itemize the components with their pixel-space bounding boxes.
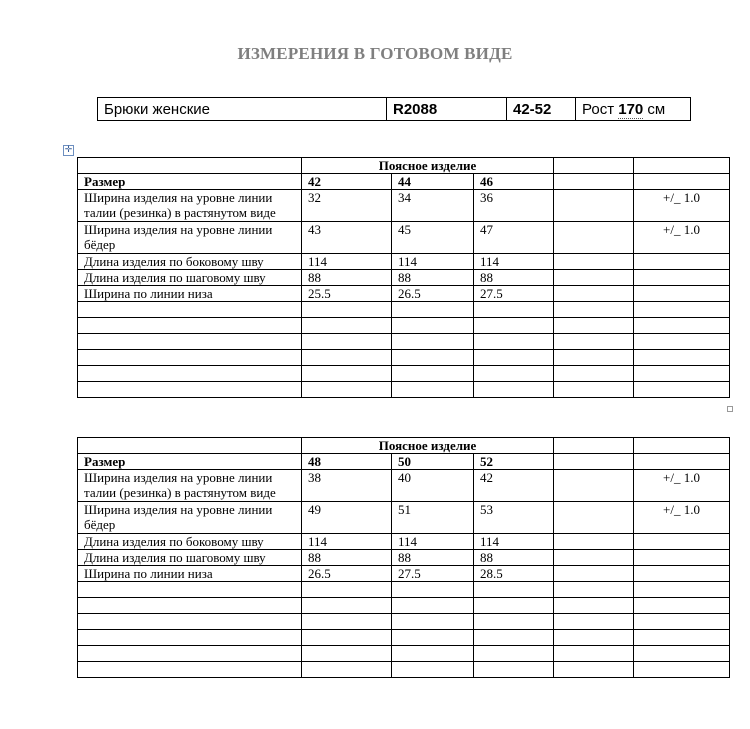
table-cell: 114 (392, 254, 474, 270)
height-unit: см (643, 100, 666, 118)
table-row (78, 270, 730, 286)
tolerance: +/_ 1.0 (634, 190, 730, 222)
tolerance: +/_ 1.0 (634, 470, 730, 502)
table-cell: 49 (302, 502, 392, 534)
table-cell: 40 (392, 470, 474, 502)
tolerance (634, 286, 730, 302)
table-row (78, 534, 730, 550)
height-label: Рост (582, 100, 619, 118)
resize-handle-icon[interactable] (727, 406, 733, 412)
size-range: 42-52 (507, 98, 576, 121)
table-cell: 26.5 (302, 566, 392, 582)
tolerance (634, 550, 730, 566)
table-cell: 25.5 (302, 286, 392, 302)
size-col: 52 (474, 454, 554, 470)
table-row (78, 190, 730, 222)
table-cell: 88 (302, 550, 392, 566)
table-cell: 114 (474, 254, 554, 270)
page-title: ИЗМЕРЕНИЯ В ГОТОВОМ ВИДЕ (237, 44, 513, 63)
empty-row (78, 318, 730, 334)
empty-row (78, 302, 730, 318)
table-cell: 114 (392, 534, 474, 550)
size-col: 42 (302, 174, 392, 190)
empty-row (78, 630, 730, 646)
row-label: Длина изделия по боковому шву (78, 254, 302, 270)
table-cell: 88 (474, 550, 554, 566)
table-row (78, 286, 730, 302)
measurement-table-1 (77, 157, 730, 398)
table-cell: 53 (474, 502, 554, 534)
row-label: Ширина изделия на уровне линии бёдер (78, 222, 302, 254)
empty-row (78, 582, 730, 598)
group-label: Поясное изделие (302, 158, 554, 174)
article-number: R2088 (387, 98, 507, 121)
table-cell: 38 (302, 470, 392, 502)
size-header: Размер (78, 454, 302, 470)
row-label: Длина изделия по шаговому шву (78, 550, 302, 566)
table-cell: 114 (302, 254, 392, 270)
table-cell: 27.5 (474, 286, 554, 302)
empty-row (78, 366, 730, 382)
measurement-table-2 (77, 437, 730, 678)
table-cell: 88 (474, 270, 554, 286)
product-header-table (97, 97, 691, 121)
table-cell: 43 (302, 222, 392, 254)
size-col: 48 (302, 454, 392, 470)
size-header: Размер (78, 174, 302, 190)
empty-row (78, 614, 730, 630)
table-cell: 45 (392, 222, 474, 254)
height-cell (576, 98, 691, 121)
table-row (78, 438, 730, 454)
empty-row (78, 662, 730, 678)
table-cell: 42 (474, 470, 554, 502)
table-row (78, 222, 730, 254)
table-cell: 32 (302, 190, 392, 222)
row-label: Длина изделия по шаговому шву (78, 270, 302, 286)
row-label: Ширина по линии низа (78, 286, 302, 302)
table-row (78, 174, 730, 190)
tolerance: +/_ 1.0 (634, 222, 730, 254)
table-cell: 47 (474, 222, 554, 254)
table-row (78, 550, 730, 566)
empty-row (78, 350, 730, 366)
row-label: Ширина изделия на уровне линии бёдер (78, 502, 302, 534)
table-cell: 34 (392, 190, 474, 222)
tolerance (634, 566, 730, 582)
table-cell: 114 (474, 534, 554, 550)
size-col: 50 (392, 454, 474, 470)
table-row (78, 566, 730, 582)
size-col: 44 (392, 174, 474, 190)
table-row (78, 158, 730, 174)
table-cell: 51 (392, 502, 474, 534)
height-value: 170 (618, 100, 644, 118)
table-cell: 88 (302, 270, 392, 286)
table-cell: 26.5 (392, 286, 474, 302)
tolerance (634, 270, 730, 286)
table-row (78, 470, 730, 502)
tolerance: +/_ 1.0 (634, 502, 730, 534)
table-cell: 28.5 (474, 566, 554, 582)
table-cell: 27.5 (392, 566, 474, 582)
empty-row (78, 382, 730, 398)
table-row (78, 254, 730, 270)
empty-row (78, 334, 730, 350)
row-label: Длина изделия по боковому шву (78, 534, 302, 550)
group-label: Поясное изделие (302, 438, 554, 454)
product-name: Брюки женские (98, 98, 387, 121)
move-handle-icon[interactable]: ✛ (64, 145, 73, 155)
size-col: 46 (474, 174, 554, 190)
empty-row (78, 598, 730, 614)
empty-row (78, 646, 730, 662)
table-cell: 88 (392, 270, 474, 286)
row-label: Ширина изделия на уровне линии талии (резинка) в растянутом виде (78, 190, 302, 222)
tolerance (634, 534, 730, 550)
table-row (78, 454, 730, 470)
table-cell: 88 (392, 550, 474, 566)
row-label: Ширина изделия на уровне линии талии (резинка) в растянутом виде (78, 470, 302, 502)
tolerance (634, 254, 730, 270)
table-cell: 114 (302, 534, 392, 550)
row-label: Ширина по линии низа (78, 566, 302, 582)
table-row (78, 502, 730, 534)
table-cell: 36 (474, 190, 554, 222)
